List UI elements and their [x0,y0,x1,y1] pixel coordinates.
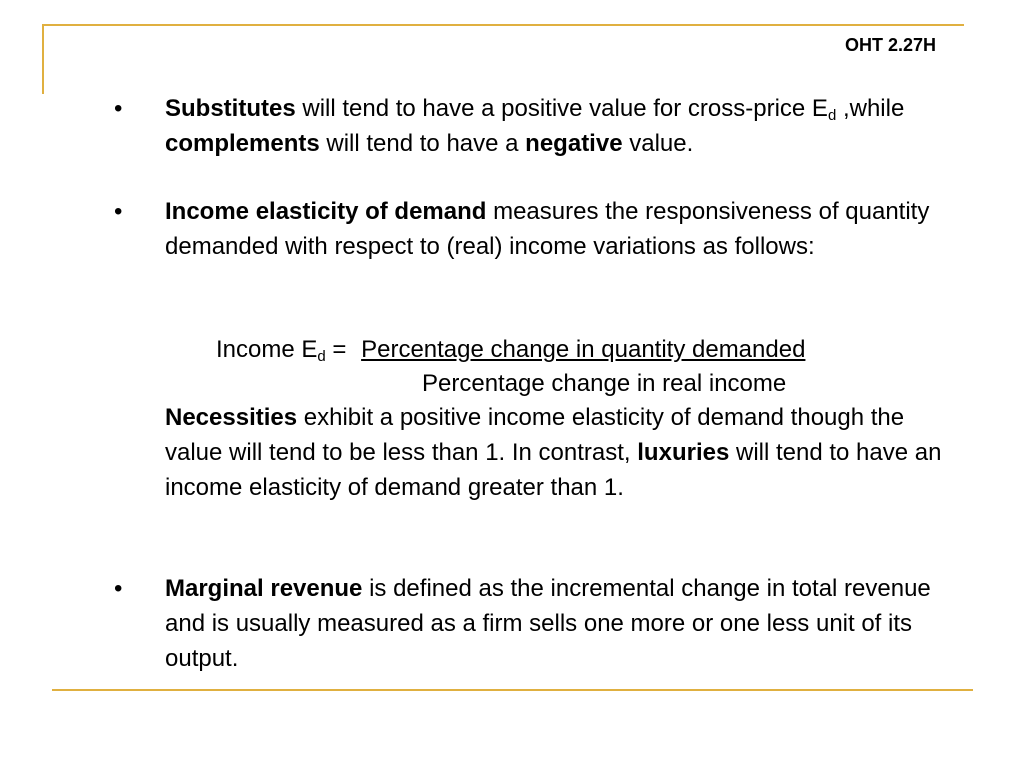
text-segment: will tend to have an income elasticity of demand greater than 1. [165,439,942,501]
subscript-d: d [827,107,837,124]
formula-subscript-d: d [317,348,326,365]
bottom-border-rule [52,689,973,691]
slide-id-label: OHT 2.27H [844,35,936,55]
formula-lhs: Income E [216,336,318,363]
term-necessities: Necessities [165,404,298,431]
formula-equals: = [325,336,354,363]
necessities-paragraph [165,400,965,505]
term-income-elasticity: Income elasticity of demand [165,198,487,225]
bullet-text-substitutes [165,91,965,161]
term-marginal-revenue: Marginal revenue [165,575,363,602]
text-segment: will tend to have a positive value for cross-price E [295,95,828,122]
text-segment: is defined as the incremental change in total revenue and is usually measured as a firm sells one more or one less unit of its output. [165,575,931,672]
text-segment: exhibit a positive income elasticity of demand though the value will tend to be less than 1. In contrast, [165,404,905,466]
text-segment: measures the responsiveness of quantity demanded with respect to (real) income variations as follows: [165,198,930,260]
bullet-marker: • [114,198,123,225]
term-negative: negative [525,130,623,157]
term-substitutes: Substitutes [165,95,296,122]
term-complements: complements [165,130,320,157]
text-segment: value. [622,130,694,157]
bullet-text-income-elasticity [165,194,965,264]
bullet-text-marginal-revenue [165,571,965,676]
text-segment: ,while [836,95,905,122]
bullet-marker: • [114,95,123,122]
text-segment: will tend to have a [319,130,526,157]
bullet-marker: • [114,575,123,602]
formula-numerator-line [216,332,805,367]
formula-denominator: Percentage change in real income [422,370,787,397]
formula-numerator: Percentage change in quantity demanded [361,336,806,363]
term-luxuries: luxuries [637,439,730,466]
